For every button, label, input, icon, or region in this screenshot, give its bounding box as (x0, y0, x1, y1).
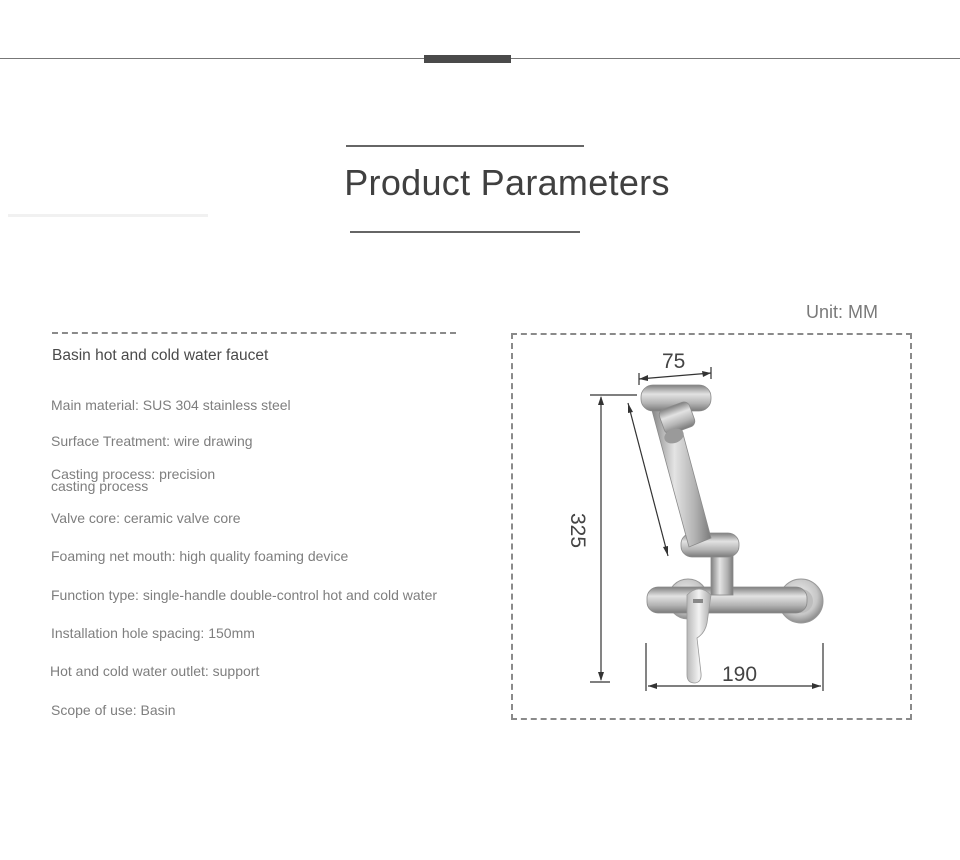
spec-main-material: Main material: SUS 304 stainless steel (51, 397, 291, 413)
title-rule-top (346, 145, 584, 147)
title-rule-bottom (350, 231, 580, 233)
specs-divider (52, 332, 456, 334)
dim-spout-width: 75 (662, 350, 686, 373)
spec-foaming-net: Foaming net mouth: high quality foaming device (51, 548, 349, 564)
spec-casting-process: Casting process: precision casting process (51, 466, 216, 494)
top-divider-accent (424, 55, 511, 63)
page-title: Product Parameters (344, 162, 670, 203)
spec-function-type: Function type: single-handle double-control hot and cold water (51, 587, 438, 603)
unit-label: Unit: MM (806, 302, 878, 322)
spec-scope: Scope of use: Basin (51, 702, 176, 718)
product-name: Basin hot and cold water faucet (52, 347, 269, 364)
spec-surface-treatment: Surface Treatment: wire drawing (51, 433, 253, 449)
spec-hole-spacing: Installation hole spacing: 150mm (51, 625, 255, 641)
dim-base-width: 190 (722, 663, 758, 686)
dimension-diagram (511, 333, 912, 720)
faucet-drawing (511, 333, 912, 720)
spec-valve-core: Valve core: ceramic valve core (51, 510, 241, 526)
dim-total-height: 325 (566, 513, 589, 549)
dimension-arrows (598, 371, 821, 689)
spec-water-outlet: Hot and cold water outlet: support (50, 663, 260, 679)
faded-background-bar (8, 214, 208, 217)
faucet-illustration (641, 385, 823, 683)
